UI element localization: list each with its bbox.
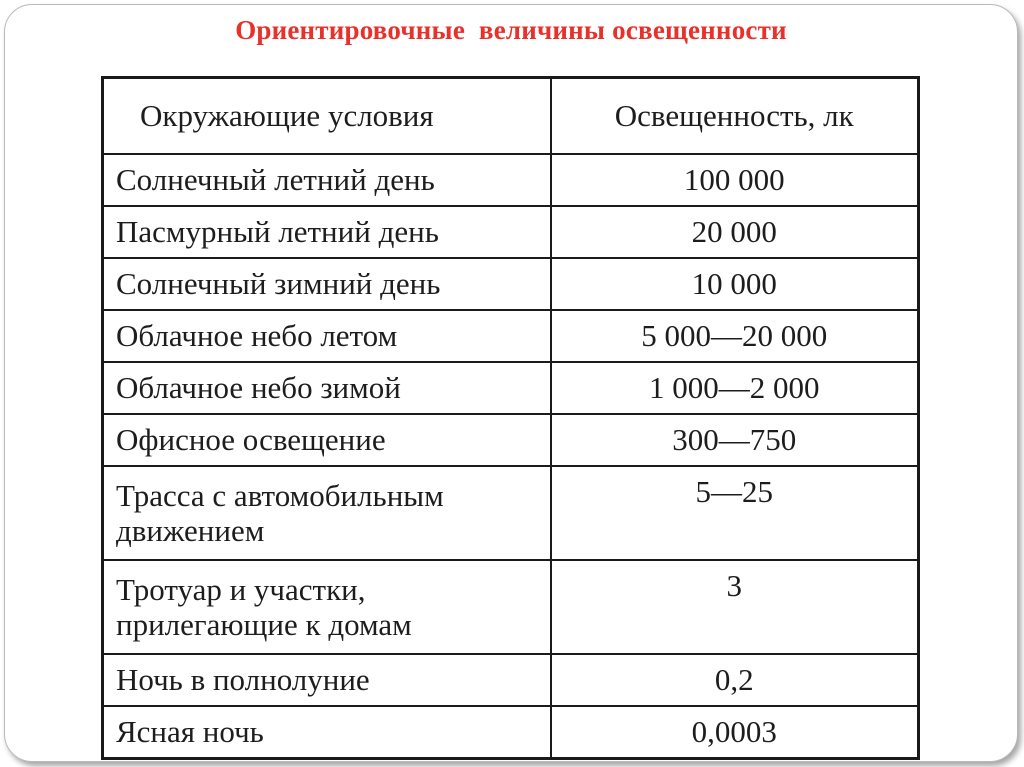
illuminance-table bbox=[101, 76, 920, 760]
table-row bbox=[103, 154, 919, 206]
illuminance-cell: 0,0003 bbox=[551, 706, 919, 759]
illuminance-cell: 0,2 bbox=[551, 654, 919, 706]
table-row bbox=[103, 706, 919, 759]
illuminance-cell: 100 000 bbox=[551, 154, 919, 206]
illuminance-cell: 10 000 bbox=[551, 258, 919, 310]
table-row bbox=[103, 466, 919, 560]
condition-cell: Ясная ночь bbox=[103, 706, 551, 759]
illuminance-cell: 1 000—2 000 bbox=[551, 362, 919, 414]
table-row bbox=[103, 206, 919, 258]
illuminance-cell: 5—25 bbox=[551, 466, 919, 560]
table-row bbox=[103, 310, 919, 362]
illuminance-cell: 300—750 bbox=[551, 414, 919, 466]
table-header-row bbox=[103, 78, 919, 155]
condition-cell: Тротуар и участки, прилегающие к домам bbox=[103, 560, 551, 654]
table-row bbox=[103, 654, 919, 706]
condition-cell: Облачное небо летом bbox=[103, 310, 551, 362]
table-row bbox=[103, 560, 919, 654]
conditions-column-header: Окружающие условия bbox=[103, 78, 551, 155]
condition-cell: Пасмурный летний день bbox=[103, 206, 551, 258]
slide-title: Ориентировочные величины освещенности bbox=[235, 15, 787, 45]
condition-cell: Трасса с автомобильным движением bbox=[103, 466, 551, 560]
table-row bbox=[103, 414, 919, 466]
illuminance-cell: 5 000—20 000 bbox=[551, 310, 919, 362]
table-row bbox=[103, 362, 919, 414]
condition-cell: Облачное небо зимой bbox=[103, 362, 551, 414]
condition-cell: Ночь в полнолуние bbox=[103, 654, 551, 706]
condition-cell: Солнечный зимний день bbox=[103, 258, 551, 310]
illuminance-column-header: Освещенность, лк bbox=[551, 78, 919, 155]
illuminance-cell: 3 bbox=[551, 560, 919, 654]
condition-cell: Солнечный летний день bbox=[103, 154, 551, 206]
slide-frame bbox=[4, 4, 1018, 762]
condition-cell: Офисное освещение bbox=[103, 414, 551, 466]
table-row bbox=[103, 258, 919, 310]
illuminance-cell: 20 000 bbox=[551, 206, 919, 258]
